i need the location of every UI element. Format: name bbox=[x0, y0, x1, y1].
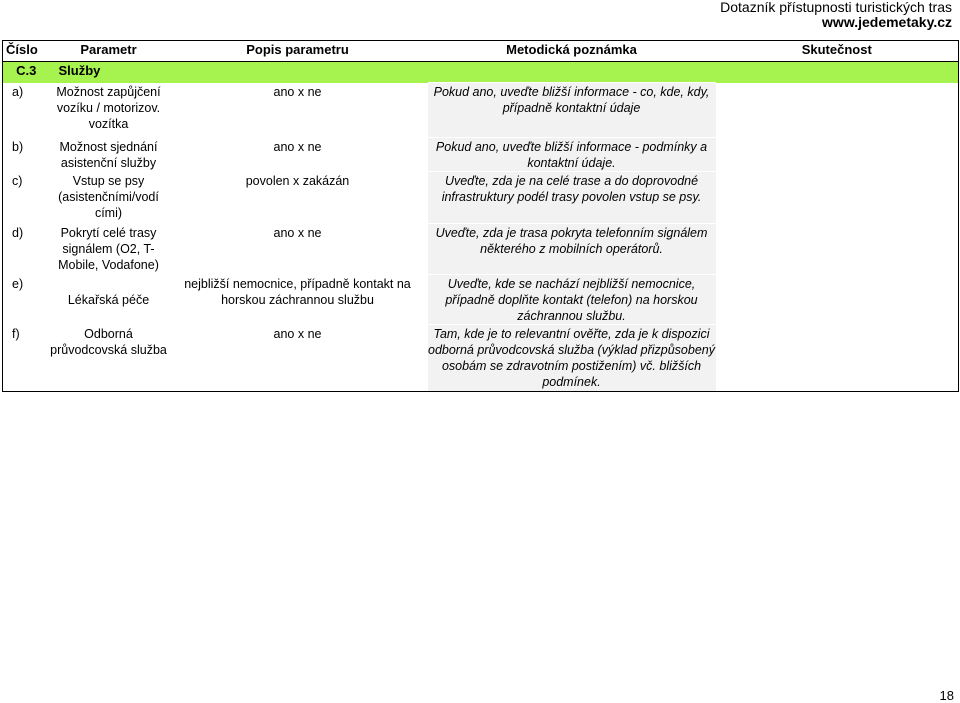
section-row bbox=[3, 62, 959, 83]
row-actual-input[interactable] bbox=[716, 172, 959, 224]
row-description: ano x ne bbox=[273, 225, 322, 240]
column-header-note: Metodická poznámka bbox=[428, 41, 716, 62]
row-letter: f) bbox=[3, 325, 50, 392]
row-letter: c) bbox=[3, 172, 50, 224]
row-letter: a) bbox=[3, 83, 50, 138]
section-code: C.3 bbox=[3, 62, 50, 83]
table-row bbox=[3, 325, 959, 392]
section-actual bbox=[716, 62, 959, 83]
page-number: 18 bbox=[939, 688, 954, 703]
row-actual-input[interactable] bbox=[716, 275, 959, 325]
table-row bbox=[3, 275, 959, 325]
row-actual-input[interactable] bbox=[716, 83, 959, 138]
row-parameter: Možnost zapůjčení vozíku / motorizov. vozítka bbox=[56, 84, 161, 131]
table-row bbox=[3, 83, 959, 138]
row-actual-input[interactable] bbox=[716, 138, 959, 172]
row-parameter: Vstup se psy (asistenčními/vodí cími) bbox=[58, 173, 159, 220]
website-url: www.jedemetaky.cz bbox=[822, 14, 952, 30]
row-parameter: Možnost sjednání asistenční služby bbox=[59, 139, 158, 170]
row-note: Pokud ano, uveďte bližší informace - co, kde, kdy, případně kontaktní údaje bbox=[428, 83, 716, 138]
row-letter: b) bbox=[3, 138, 50, 172]
column-header-description: Popis parametru bbox=[168, 41, 428, 62]
section-name: Služby bbox=[50, 62, 716, 83]
row-note: Uveďte, zda je trasa pokryta telefonním signálem některého z mobilních operátorů. bbox=[428, 224, 716, 275]
table-row bbox=[3, 172, 959, 224]
row-actual-input[interactable] bbox=[716, 224, 959, 275]
row-description: ano x ne bbox=[273, 139, 322, 154]
row-letter: e) bbox=[3, 275, 50, 325]
table-row bbox=[3, 224, 959, 275]
row-description: povolen x zakázán bbox=[245, 173, 350, 188]
row-note: Uveďte, kde se nachází nejbližší nemocnice, případně doplňte kontakt (telefon) na horskou záchrannou službu. bbox=[428, 275, 716, 325]
page-header bbox=[720, 0, 952, 30]
services-table bbox=[2, 40, 959, 392]
column-header-parameter: Parametr bbox=[50, 41, 168, 62]
row-parameter: Pokrytí celé trasy signálem (O2, T-Mobile, Vodafone) bbox=[58, 225, 159, 272]
row-parameter: Lékařská péče bbox=[67, 292, 150, 307]
row-letter: d) bbox=[3, 224, 50, 275]
table-header-row bbox=[3, 41, 959, 62]
table-row bbox=[3, 138, 959, 172]
document-title: Dotazník přístupnosti turistických tras bbox=[720, 0, 952, 15]
row-parameter: Odborná průvodcovská služba bbox=[50, 325, 168, 392]
row-description: nejbližší nemocnice, případně kontakt na horskou záchrannou službu bbox=[184, 276, 411, 307]
row-note: Uveďte, zda je na celé trase a do doprovodné infrastruktury podél trasy povolen vstup se psy. bbox=[428, 172, 716, 224]
row-actual-input[interactable] bbox=[716, 325, 959, 392]
row-description: ano x ne bbox=[273, 84, 322, 99]
row-note: Tam, kde je to relevantní ověřte, zda je k dispozici odborná průvodcovská služba (výklad přizpůsobený osobám se zdravotním postižením) vč. bližších podmínek. bbox=[428, 325, 716, 392]
column-header-actual: Skutečnost bbox=[716, 41, 959, 62]
row-note: Pokud ano, uveďte bližší informace - podmínky a kontaktní údaje. bbox=[428, 138, 716, 172]
row-description: ano x ne bbox=[168, 325, 428, 392]
column-header-number: Číslo bbox=[3, 41, 50, 62]
